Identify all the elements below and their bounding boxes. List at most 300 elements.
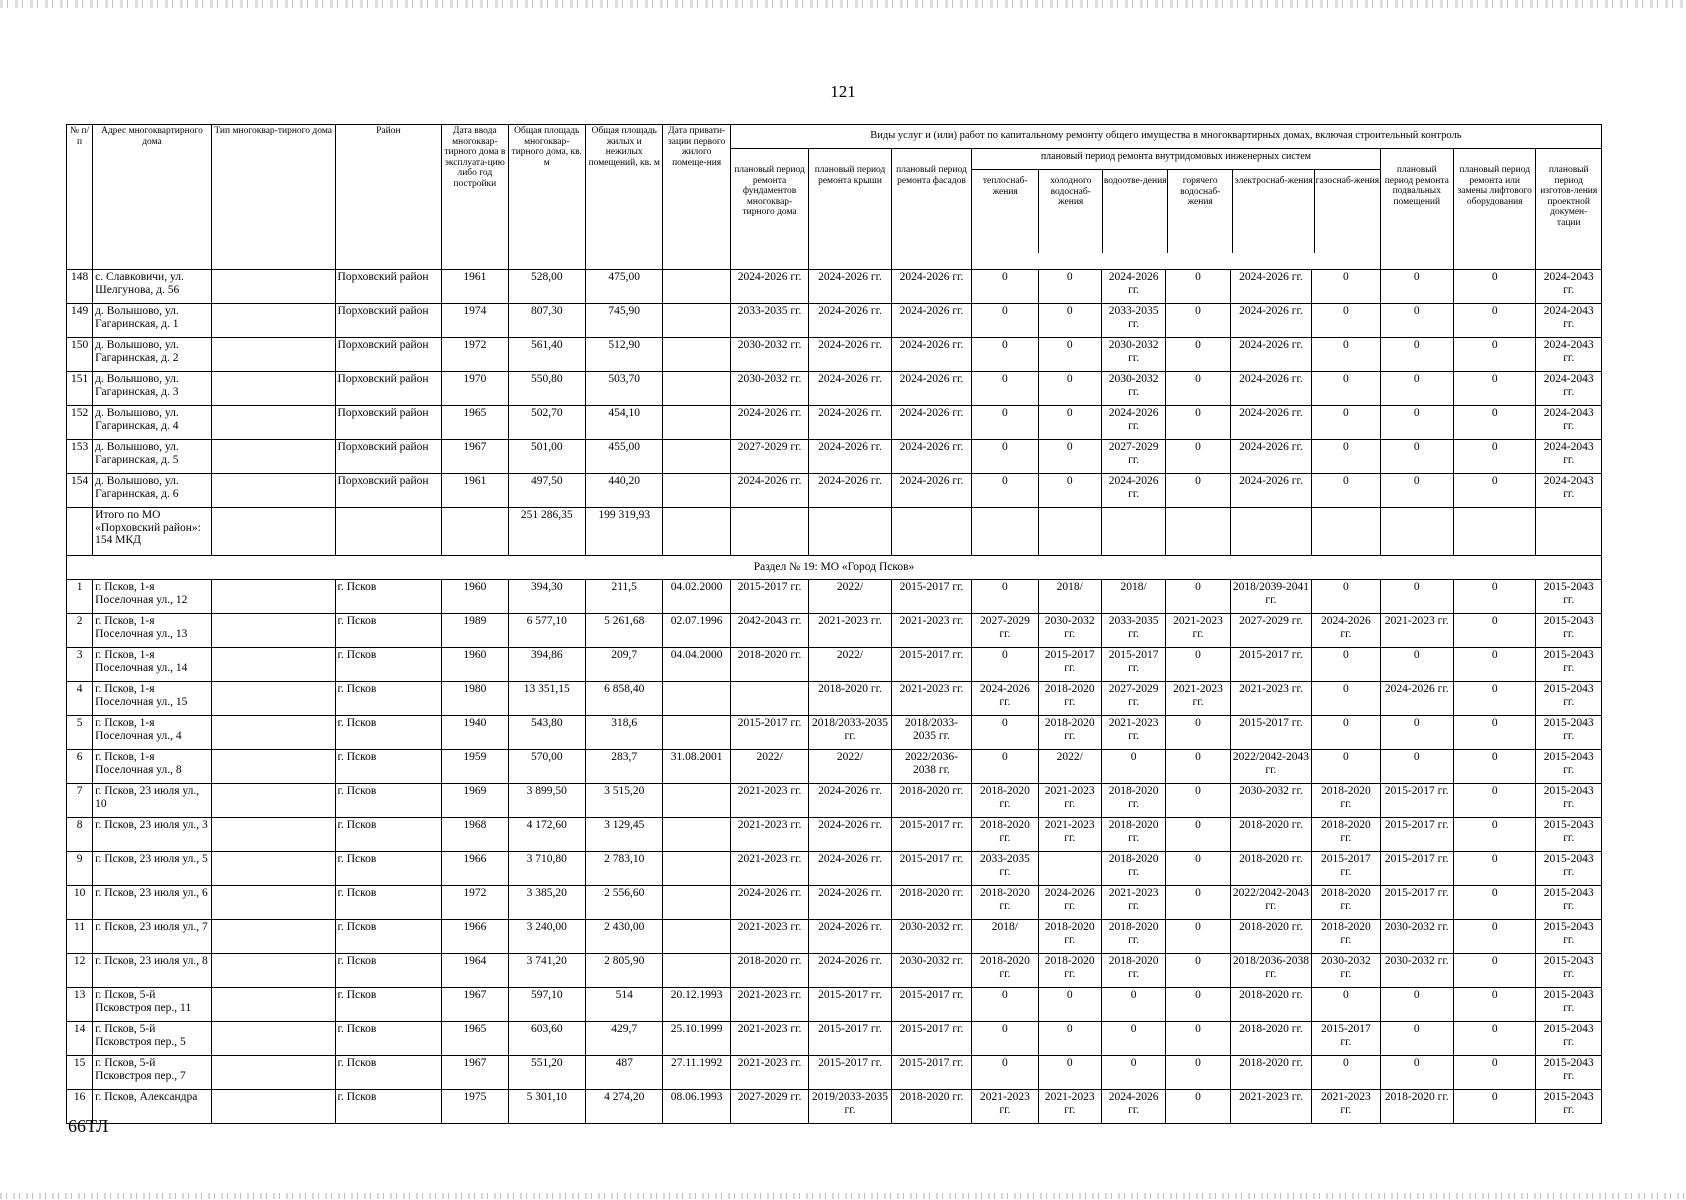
lift-cell: 0 bbox=[1453, 954, 1535, 988]
cold-water-cell: 2021-2023 гг. bbox=[1038, 818, 1101, 852]
table-row bbox=[67, 648, 1602, 682]
gas-cell: 2015-2017 гг. bbox=[1312, 1022, 1380, 1056]
col-address-header: Адрес многоквартирного дома bbox=[93, 125, 212, 270]
heat-supply-cell: 2033-2035 гг. bbox=[972, 852, 1038, 886]
lift-cell: 0 bbox=[1453, 648, 1535, 682]
privatization-date-cell bbox=[663, 852, 730, 886]
scan-edge-top bbox=[0, 0, 1686, 8]
basement-cell: 2015-2017 гг. bbox=[1380, 886, 1453, 920]
row-number: 8 bbox=[67, 818, 93, 852]
sewerage-cell: 2015-2017 гг. bbox=[1101, 648, 1165, 682]
col-year-header: Дата ввода многоквар-тирного дома в эксплуата-цию либо год постройки bbox=[442, 125, 508, 270]
gas-cell: 0 bbox=[1312, 648, 1380, 682]
privatization-date-cell: 04.02.2000 bbox=[663, 580, 730, 614]
foundation-period-cell: 2027-2029 гг. bbox=[730, 440, 808, 474]
facade-period-cell: 2024-2026 гг. bbox=[891, 338, 971, 372]
foundation-period-cell: 2021-2023 гг. bbox=[730, 988, 808, 1022]
privatization-date-cell bbox=[663, 920, 730, 954]
gas-cell: 0 bbox=[1312, 440, 1380, 474]
design-docs-cell: 2015-2043 гг. bbox=[1536, 614, 1602, 648]
year-cell: 1968 bbox=[442, 818, 508, 852]
row-number: 154 bbox=[67, 474, 93, 508]
total-area-cell: 4 172,60 bbox=[508, 818, 585, 852]
privatization-date-cell bbox=[663, 716, 730, 750]
gas-cell: 0 bbox=[1312, 1056, 1380, 1090]
heat-supply-cell: 0 bbox=[972, 716, 1038, 750]
address-cell: г. Псков, 1-я Поселочная ул., 14 bbox=[93, 648, 212, 682]
privatization-date-cell bbox=[663, 440, 730, 474]
heat-supply-cell: 0 bbox=[972, 440, 1038, 474]
living-area-cell: 429,7 bbox=[585, 1022, 662, 1056]
address-cell: г. Псков, 23 июля ул., 8 bbox=[93, 954, 212, 988]
table-row bbox=[67, 852, 1602, 886]
heat-supply-cell: 2027-2029 гг. bbox=[972, 614, 1038, 648]
year-cell: 1965 bbox=[442, 406, 508, 440]
row-number: 16 bbox=[67, 1090, 93, 1124]
address-cell: г. Псков, 23 июля ул., 5 bbox=[93, 852, 212, 886]
lift-cell: 0 bbox=[1453, 614, 1535, 648]
lift-cell: 0 bbox=[1453, 580, 1535, 614]
table-row bbox=[67, 580, 1602, 614]
total-block bbox=[67, 508, 1602, 580]
sewerage-cell: 2018-2020 гг. bbox=[1101, 954, 1165, 988]
living-area-cell: 2 556,60 bbox=[585, 886, 662, 920]
living-area-cell: 475,00 bbox=[585, 270, 662, 304]
heat-supply-cell: 2018-2020 гг. bbox=[972, 954, 1038, 988]
row-number: 15 bbox=[67, 1056, 93, 1090]
roof-period-cell: 2024-2026 гг. bbox=[809, 784, 891, 818]
foundation-period-cell: 2030-2032 гг. bbox=[730, 338, 808, 372]
total-area-cell: 3 741,20 bbox=[508, 954, 585, 988]
facade-period-cell: 2022/2036-2038 гг. bbox=[891, 750, 971, 784]
district-cell: г. Псков bbox=[335, 954, 442, 988]
row-number: 7 bbox=[67, 784, 93, 818]
rows-pskov bbox=[67, 580, 1602, 1124]
row-number: 150 bbox=[67, 338, 93, 372]
address-cell: г. Псков, 23 июля ул., 6 bbox=[93, 886, 212, 920]
gas-cell: 2018-2020 гг. bbox=[1312, 818, 1380, 852]
total-area-cell: 3 385,20 bbox=[508, 886, 585, 920]
house-type-cell bbox=[211, 954, 335, 988]
cold-water-cell: 0 bbox=[1038, 338, 1101, 372]
house-type-cell bbox=[211, 1022, 335, 1056]
row-number: 2 bbox=[67, 614, 93, 648]
hot-water-cell: 0 bbox=[1166, 440, 1230, 474]
col-cold-water-header: холодного водоснаб-жения bbox=[1039, 170, 1103, 253]
row-number: 4 bbox=[67, 682, 93, 716]
house-type-cell bbox=[211, 614, 335, 648]
facade-period-cell: 2018-2020 гг. bbox=[891, 886, 971, 920]
row-number: 6 bbox=[67, 750, 93, 784]
district-cell: г. Псков bbox=[335, 920, 442, 954]
district-cell: г. Псков bbox=[335, 1022, 442, 1056]
electric-cell: 2018-2020 гг. bbox=[1230, 920, 1311, 954]
design-docs-cell: 2015-2043 гг. bbox=[1536, 784, 1602, 818]
col-hot-water-header: горячего водоснаб-жения bbox=[1168, 170, 1233, 253]
year-cell: 1959 bbox=[442, 750, 508, 784]
privatization-date-cell bbox=[663, 474, 730, 508]
basement-cell: 0 bbox=[1380, 750, 1453, 784]
sewerage-cell: 0 bbox=[1101, 750, 1165, 784]
heat-supply-cell: 0 bbox=[972, 338, 1038, 372]
living-area-sum: 199 319,93 bbox=[585, 508, 662, 556]
year-cell: 1972 bbox=[442, 886, 508, 920]
district-cell: Порховский район bbox=[335, 474, 442, 508]
address-cell: г. Псков, 1-я Поселочная ул., 13 bbox=[93, 614, 212, 648]
hot-water-cell: 0 bbox=[1166, 886, 1230, 920]
lift-cell: 0 bbox=[1453, 1090, 1535, 1124]
house-type-cell bbox=[211, 886, 335, 920]
design-docs-cell: 2024-2043 гг. bbox=[1536, 338, 1602, 372]
district-cell: г. Псков bbox=[335, 580, 442, 614]
year-cell: 1989 bbox=[442, 614, 508, 648]
gas-cell: 0 bbox=[1312, 750, 1380, 784]
district-cell: г. Псков bbox=[335, 716, 442, 750]
gas-cell: 0 bbox=[1312, 304, 1380, 338]
living-area-cell: 3 129,45 bbox=[585, 818, 662, 852]
gas-cell: 0 bbox=[1312, 406, 1380, 440]
district-cell: г. Псков bbox=[335, 988, 442, 1022]
col-num-header: № п/п bbox=[67, 125, 93, 270]
living-area-cell: 2 430,00 bbox=[585, 920, 662, 954]
lift-cell: 0 bbox=[1453, 920, 1535, 954]
foundation-period-cell: 2033-2035 гг. bbox=[730, 304, 808, 338]
roof-period-cell: 2024-2026 гг. bbox=[809, 338, 891, 372]
section-row bbox=[67, 556, 1602, 580]
living-area-cell: 3 515,20 bbox=[585, 784, 662, 818]
year-cell: 1961 bbox=[442, 270, 508, 304]
district-cell: г. Псков bbox=[335, 682, 442, 716]
privatization-date-cell bbox=[663, 954, 730, 988]
lift-cell: 0 bbox=[1453, 406, 1535, 440]
heat-supply-cell: 2021-2023 гг. bbox=[972, 1090, 1038, 1124]
electric-cell: 2022/2042-2043 гг. bbox=[1230, 750, 1311, 784]
total-area-cell: 550,80 bbox=[508, 372, 585, 406]
works-group-header: Виды услуг и (или) работ по капитальному ремонту общего имущества в многоквартирных домах, включая строительный контроль bbox=[730, 125, 1601, 149]
year-cell: 1972 bbox=[442, 338, 508, 372]
electric-cell: 2024-2026 гг. bbox=[1230, 440, 1311, 474]
year-cell: 1966 bbox=[442, 920, 508, 954]
roof-period-cell: 2024-2026 гг. bbox=[809, 440, 891, 474]
electric-cell: 2024-2026 гг. bbox=[1230, 338, 1311, 372]
foundation-period-cell: 2018-2020 гг. bbox=[730, 954, 808, 988]
row-number: 13 bbox=[67, 988, 93, 1022]
page-number: 121 bbox=[830, 82, 856, 101]
total-area-cell: 6 577,10 bbox=[508, 614, 585, 648]
heat-supply-cell: 2018-2020 гг. bbox=[972, 784, 1038, 818]
table-row bbox=[67, 716, 1602, 750]
facade-period-cell: 2030-2032 гг. bbox=[891, 954, 971, 988]
electric-cell: 2021-2023 гг. bbox=[1230, 682, 1311, 716]
cold-water-cell: 0 bbox=[1038, 1022, 1101, 1056]
living-area-cell: 440,20 bbox=[585, 474, 662, 508]
facade-period-cell: 2015-2017 гг. bbox=[891, 988, 971, 1022]
facade-period-cell: 2018-2020 гг. bbox=[891, 784, 971, 818]
lift-cell: 0 bbox=[1453, 988, 1535, 1022]
total-area-cell: 807,30 bbox=[508, 304, 585, 338]
col-design-header: плановый период изготов-ления проектной докумен-тации bbox=[1536, 149, 1602, 270]
living-area-cell: 514 bbox=[585, 988, 662, 1022]
foundation-period-cell bbox=[730, 682, 808, 716]
cold-water-cell: 0 bbox=[1038, 474, 1101, 508]
total-area-cell: 3 240,00 bbox=[508, 920, 585, 954]
basement-cell: 0 bbox=[1380, 988, 1453, 1022]
design-docs-cell: 2015-2043 гг. bbox=[1536, 920, 1602, 954]
design-docs-cell: 2015-2043 гг. bbox=[1536, 954, 1602, 988]
design-docs-cell: 2015-2043 гг. bbox=[1536, 648, 1602, 682]
privatization-date-cell: 20.12.1993 bbox=[663, 988, 730, 1022]
hot-water-cell: 0 bbox=[1166, 304, 1230, 338]
heat-supply-cell: 0 bbox=[972, 1056, 1038, 1090]
lift-cell: 0 bbox=[1453, 886, 1535, 920]
design-docs-cell: 2024-2043 гг. bbox=[1536, 372, 1602, 406]
house-type-cell bbox=[211, 988, 335, 1022]
hot-water-cell: 0 bbox=[1166, 648, 1230, 682]
lift-cell: 0 bbox=[1453, 372, 1535, 406]
gas-cell: 0 bbox=[1312, 716, 1380, 750]
cold-water-cell: 0 bbox=[1038, 440, 1101, 474]
gas-cell: 0 bbox=[1312, 270, 1380, 304]
design-docs-cell: 2024-2043 гг. bbox=[1536, 270, 1602, 304]
hot-water-cell: 0 bbox=[1166, 406, 1230, 440]
row-number: 1 bbox=[67, 580, 93, 614]
basement-cell: 2015-2017 гг. bbox=[1380, 852, 1453, 886]
gas-cell: 2015-2017 гг. bbox=[1312, 852, 1380, 886]
roof-period-cell: 2024-2026 гг. bbox=[809, 920, 891, 954]
foundation-period-cell: 2021-2023 гг. bbox=[730, 852, 808, 886]
cold-water-cell: 0 bbox=[1038, 1056, 1101, 1090]
lift-cell: 0 bbox=[1453, 682, 1535, 716]
table-row bbox=[67, 270, 1602, 304]
hot-water-cell: 0 bbox=[1166, 270, 1230, 304]
hot-water-cell: 0 bbox=[1166, 784, 1230, 818]
hot-water-cell: 0 bbox=[1166, 474, 1230, 508]
roof-period-cell: 2024-2026 гг. bbox=[809, 852, 891, 886]
total-row bbox=[67, 508, 1602, 556]
year-cell: 1967 bbox=[442, 1056, 508, 1090]
facade-period-cell: 2030-2032 гг. bbox=[891, 920, 971, 954]
hot-water-cell: 2021-2023 гг. bbox=[1166, 614, 1230, 648]
gas-cell: 0 bbox=[1312, 988, 1380, 1022]
col-lift-header: плановый период ремонта или замены лифтового оборудования bbox=[1453, 149, 1535, 270]
cold-water-cell: 2021-2023 гг. bbox=[1038, 1090, 1101, 1124]
house-type-cell bbox=[211, 750, 335, 784]
lift-cell: 0 bbox=[1453, 716, 1535, 750]
total-area-sum: 251 286,35 bbox=[508, 508, 585, 556]
heat-supply-cell: 2018-2020 гг. bbox=[972, 886, 1038, 920]
sewerage-cell: 2033-2035 гг. bbox=[1101, 614, 1165, 648]
facade-period-cell: 2015-2017 гг. bbox=[891, 648, 971, 682]
house-type-cell bbox=[211, 716, 335, 750]
sewerage-cell: 0 bbox=[1101, 1056, 1165, 1090]
house-type-cell bbox=[211, 1056, 335, 1090]
foundation-period-cell: 2024-2026 гг. bbox=[730, 270, 808, 304]
basement-cell: 0 bbox=[1380, 1022, 1453, 1056]
total-area-cell: 3 899,50 bbox=[508, 784, 585, 818]
house-type-cell bbox=[211, 648, 335, 682]
gas-cell: 2030-2032 гг. bbox=[1312, 954, 1380, 988]
section-title: Раздел № 19: МО «Город Псков» bbox=[67, 556, 1602, 580]
hot-water-cell: 0 bbox=[1166, 372, 1230, 406]
foundation-period-cell: 2018-2020 гг. bbox=[730, 648, 808, 682]
privatization-date-cell bbox=[663, 886, 730, 920]
heat-supply-cell: 0 bbox=[972, 304, 1038, 338]
engineering-systems-header bbox=[972, 149, 1380, 270]
col-heat-header: теплоснаб-жения bbox=[972, 170, 1039, 253]
col-electric-header: электроснаб-жения bbox=[1233, 170, 1315, 253]
scan-edge-bottom bbox=[0, 1193, 1686, 1199]
row-number: 151 bbox=[67, 372, 93, 406]
privatization-date-cell bbox=[663, 270, 730, 304]
lift-cell: 0 bbox=[1453, 474, 1535, 508]
total-area-cell: 603,60 bbox=[508, 1022, 585, 1056]
basement-cell: 0 bbox=[1380, 580, 1453, 614]
total-area-cell: 502,70 bbox=[508, 406, 585, 440]
living-area-cell: 503,70 bbox=[585, 372, 662, 406]
facade-period-cell: 2024-2026 гг. bbox=[891, 270, 971, 304]
address-cell: д. Волышово, ул. Гагаринская, д. 2 bbox=[93, 338, 212, 372]
cold-water-cell: 0 bbox=[1038, 304, 1101, 338]
total-area-cell: 13 351,15 bbox=[508, 682, 585, 716]
house-type-cell bbox=[211, 580, 335, 614]
facade-period-cell: 2018/2033-2035 гг. bbox=[891, 716, 971, 750]
design-docs-cell: 2024-2043 гг. bbox=[1536, 304, 1602, 338]
hot-water-cell: 0 bbox=[1166, 852, 1230, 886]
design-docs-cell: 2015-2043 гг. bbox=[1536, 886, 1602, 920]
living-area-cell: 2 805,90 bbox=[585, 954, 662, 988]
foundation-period-cell: 2042-2043 гг. bbox=[730, 614, 808, 648]
electric-cell: 2024-2026 гг. bbox=[1230, 304, 1311, 338]
roof-period-cell: 2024-2026 гг. bbox=[809, 818, 891, 852]
basement-cell: 0 bbox=[1380, 270, 1453, 304]
heat-supply-cell: 0 bbox=[972, 750, 1038, 784]
year-cell: 1980 bbox=[442, 682, 508, 716]
facade-period-cell: 2024-2026 гг. bbox=[891, 406, 971, 440]
hot-water-cell: 0 bbox=[1166, 716, 1230, 750]
living-area-cell: 283,7 bbox=[585, 750, 662, 784]
roof-period-cell: 2018/2033-2035 гг. bbox=[809, 716, 891, 750]
cold-water-cell: 2018/ bbox=[1038, 580, 1101, 614]
address-cell: г. Псков, 23 июля ул., 10 bbox=[93, 784, 212, 818]
year-cell: 1966 bbox=[442, 852, 508, 886]
roof-period-cell: 2022/ bbox=[809, 580, 891, 614]
table-row bbox=[67, 304, 1602, 338]
col-facade-header: плановый период ремонта фасадов bbox=[891, 149, 971, 270]
gas-cell: 2018-2020 гг. bbox=[1312, 886, 1380, 920]
gas-cell: 2024-2026 гг. bbox=[1312, 614, 1380, 648]
gas-cell: 0 bbox=[1312, 580, 1380, 614]
basement-cell: 0 bbox=[1380, 648, 1453, 682]
basement-cell: 0 bbox=[1380, 1056, 1453, 1090]
electric-cell: 2024-2026 гг. bbox=[1230, 406, 1311, 440]
sewerage-cell: 2018-2020 гг. bbox=[1101, 852, 1165, 886]
sewerage-cell: 2024-2026 гг. bbox=[1101, 270, 1165, 304]
total-area-cell: 3 710,80 bbox=[508, 852, 585, 886]
col-living-area-header: Общая площадь жилых и нежилых помещений, кв. м bbox=[585, 125, 662, 270]
electric-cell: 2018/2036-2038 гг. bbox=[1230, 954, 1311, 988]
privatization-date-cell bbox=[663, 372, 730, 406]
facade-period-cell: 2024-2026 гг. bbox=[891, 440, 971, 474]
district-cell: г. Псков bbox=[335, 1090, 442, 1124]
cold-water-cell: 0 bbox=[1038, 406, 1101, 440]
foundation-period-cell: 2015-2017 гг. bbox=[730, 580, 808, 614]
year-cell: 1975 bbox=[442, 1090, 508, 1124]
basement-cell: 2015-2017 гг. bbox=[1380, 784, 1453, 818]
sewerage-cell: 2027-2029 гг. bbox=[1101, 440, 1165, 474]
electric-cell: 2024-2026 гг. bbox=[1230, 270, 1311, 304]
privatization-date-cell: 25.10.1999 bbox=[663, 1022, 730, 1056]
privatization-date-cell: 31.08.2001 bbox=[663, 750, 730, 784]
cold-water-cell: 2021-2023 гг. bbox=[1038, 784, 1101, 818]
gas-cell: 0 bbox=[1312, 338, 1380, 372]
lift-cell: 0 bbox=[1453, 784, 1535, 818]
hot-water-cell: 0 bbox=[1166, 920, 1230, 954]
cold-water-cell: 2030-2032 гг. bbox=[1038, 614, 1101, 648]
sewerage-cell: 2018-2020 гг. bbox=[1101, 818, 1165, 852]
electric-cell: 2015-2017 гг. bbox=[1230, 716, 1311, 750]
table-row bbox=[67, 750, 1602, 784]
district-cell: г. Псков bbox=[335, 614, 442, 648]
table-row bbox=[67, 682, 1602, 716]
cold-water-cell: 2018-2020 гг. bbox=[1038, 920, 1101, 954]
roof-period-cell: 2024-2026 гг. bbox=[809, 372, 891, 406]
privatization-date-cell bbox=[663, 784, 730, 818]
privatization-date-cell bbox=[663, 304, 730, 338]
table-row bbox=[67, 954, 1602, 988]
house-type-cell bbox=[211, 304, 335, 338]
row-number: 5 bbox=[67, 716, 93, 750]
privatization-date-cell bbox=[663, 338, 730, 372]
design-docs-cell: 2024-2043 гг. bbox=[1536, 406, 1602, 440]
hot-water-cell: 0 bbox=[1166, 338, 1230, 372]
foundation-period-cell: 2021-2023 гг. bbox=[730, 784, 808, 818]
foundation-period-cell: 2015-2017 гг. bbox=[730, 716, 808, 750]
year-cell: 1967 bbox=[442, 988, 508, 1022]
cold-water-cell: 0 bbox=[1038, 372, 1101, 406]
table-row bbox=[67, 614, 1602, 648]
basement-cell: 0 bbox=[1380, 474, 1453, 508]
col-type-header: Тип многоквар-тирного дома bbox=[211, 125, 335, 270]
sewerage-cell: 2027-2029 гг. bbox=[1101, 682, 1165, 716]
table-row bbox=[67, 372, 1602, 406]
electric-cell: 2018-2020 гг. bbox=[1230, 1022, 1311, 1056]
heat-supply-cell: 0 bbox=[972, 580, 1038, 614]
address-cell: д. Волышово, ул. Гагаринская, д. 5 bbox=[93, 440, 212, 474]
year-cell: 1940 bbox=[442, 716, 508, 750]
sewerage-cell: 2021-2023 гг. bbox=[1101, 716, 1165, 750]
basement-cell: 2024-2026 гг. bbox=[1380, 682, 1453, 716]
row-number: 148 bbox=[67, 270, 93, 304]
electric-cell: 2018-2020 гг. bbox=[1230, 988, 1311, 1022]
heat-supply-cell: 2024-2026 гг. bbox=[972, 682, 1038, 716]
heat-supply-cell: 0 bbox=[972, 474, 1038, 508]
district-cell: г. Псков bbox=[335, 886, 442, 920]
district-cell: Порховский район bbox=[335, 372, 442, 406]
total-area-cell: 501,00 bbox=[508, 440, 585, 474]
table-row bbox=[67, 886, 1602, 920]
year-cell: 1970 bbox=[442, 372, 508, 406]
facade-period-cell: 2021-2023 гг. bbox=[891, 614, 971, 648]
roof-period-cell: 2022/ bbox=[809, 750, 891, 784]
lift-cell: 0 bbox=[1453, 852, 1535, 886]
roof-period-cell: 2015-2017 гг. bbox=[809, 1022, 891, 1056]
repair-schedule-table bbox=[66, 124, 1602, 1124]
design-docs-cell: 2015-2043 гг. bbox=[1536, 1090, 1602, 1124]
privatization-date-cell: 02.07.1996 bbox=[663, 614, 730, 648]
col-roof-header: плановый период ремонта крыши bbox=[809, 149, 891, 270]
address-cell: с. Славковичи, ул. Шелгунова, д. 56 bbox=[93, 270, 212, 304]
privatization-date-cell: 27.11.1992 bbox=[663, 1056, 730, 1090]
